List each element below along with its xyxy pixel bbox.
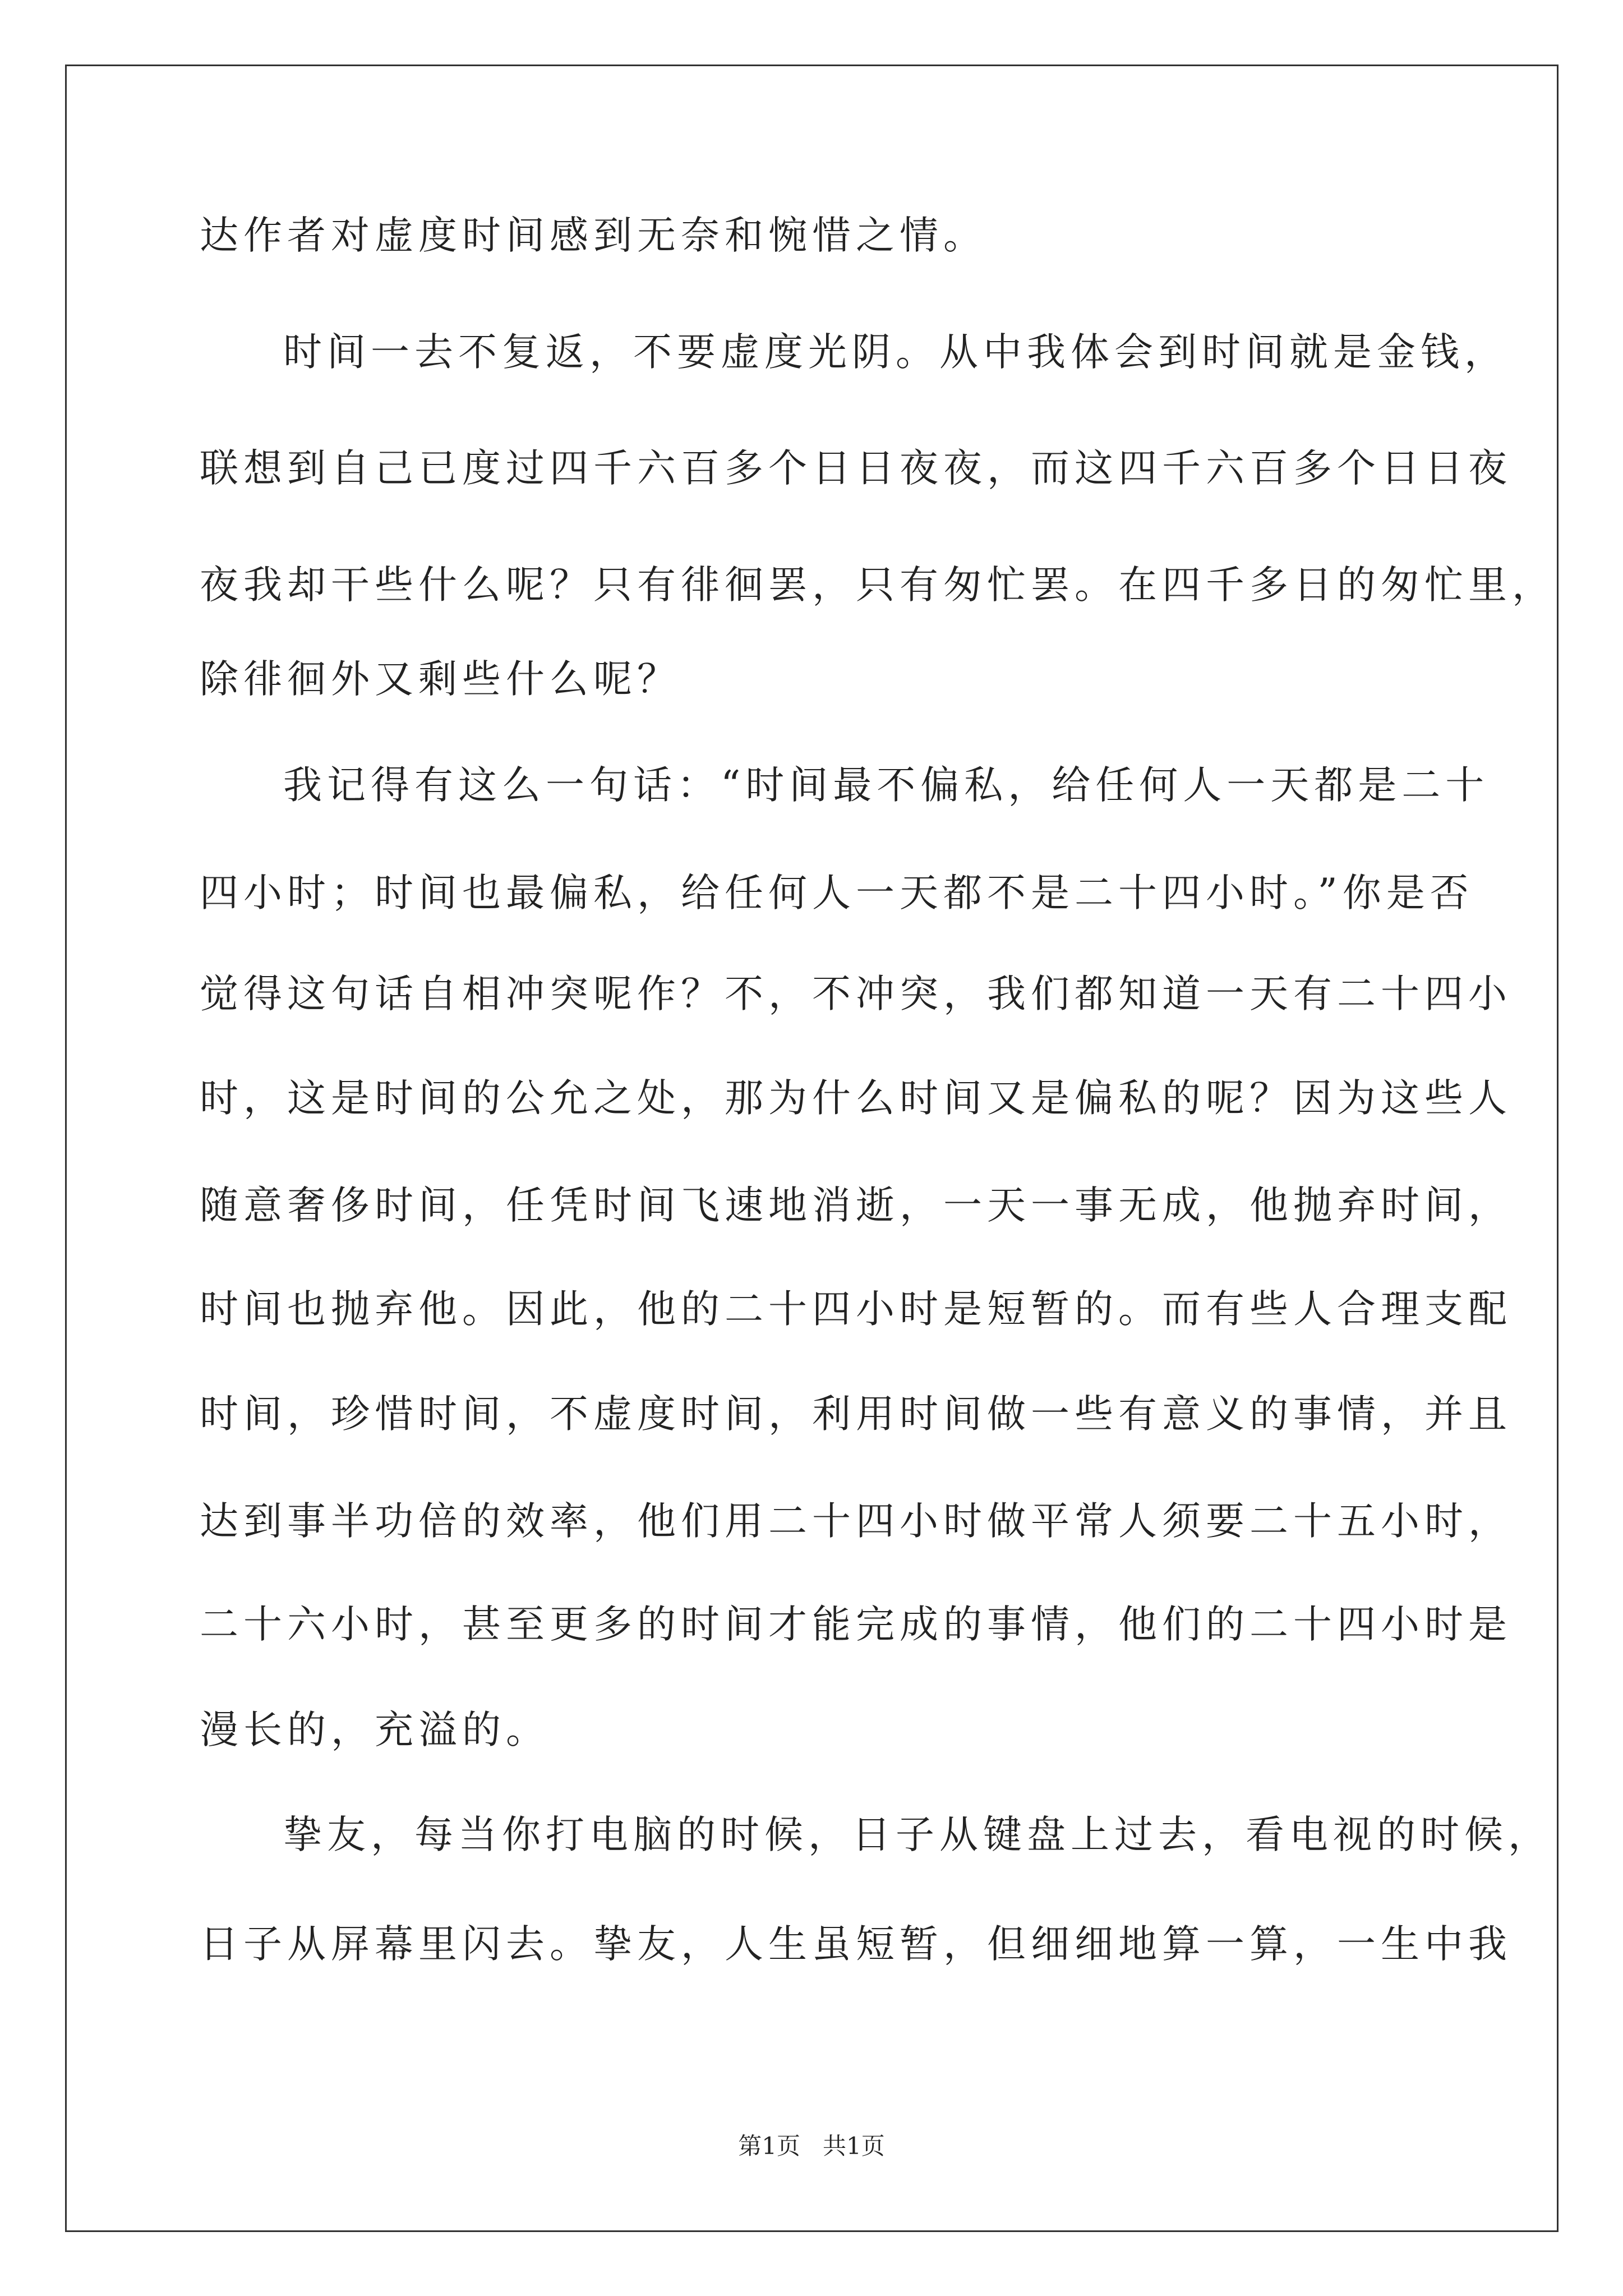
text-line: 觉得这句话自相冲突呢作？不，不冲突，我们都知道一天有二十四小	[200, 972, 1512, 1016]
text-line: 随意奢侈时间，任凭时间飞速地消逝，一天一事无成，他抛弃时间，	[200, 1183, 1512, 1228]
paragraph-first-line: 时间一去不复返，不要虚度光阴。从中我体会到时间就是金钱，	[283, 330, 1508, 375]
text-line: 四小时；时间也最偏私，给任何人一天都不是二十四小时。”你是否	[200, 871, 1474, 915]
text-line: 时间也抛弃他。因此，他的二十四小时是短暂的。而有些人合理支配	[200, 1287, 1512, 1332]
page-footer: 第1页 共1页	[738, 2132, 885, 2160]
text-line: 达作者对虚度时间感到无奈和惋惜之情。	[200, 213, 987, 258]
text-line: 达到事半功倍的效率，他们用二十四小时做平常人须要二十五小时，	[200, 1499, 1512, 1544]
text-line: 夜我却干些什么呢？只有徘徊罢，只有匆忙罢。在四千多日的匆忙里，	[200, 563, 1556, 608]
text-line: 除徘徊外又剩些什么呢？	[200, 657, 681, 702]
text-line: 漫长的，充溢的。	[200, 1708, 550, 1752]
text-line: 二十六小时，甚至更多的时间才能完成的事情，他们的二十四小时是	[200, 1602, 1512, 1647]
paragraph-first-line: 我记得有这么一句话：“时间最不偏私，给任何人一天都是二十	[283, 763, 1490, 808]
page-border	[65, 65, 1559, 2232]
paragraph-first-line: 挚友，每当你打电脑的时候，日子从键盘上过去，看电视的时候，	[283, 1812, 1552, 1857]
text-line: 日子从屏幕里闪去。挚友，人生虽短暂，但细细地算一算，一生中我	[200, 1922, 1512, 1967]
text-line: 时，这是时间的公允之处，那为什么时间又是偏私的呢？因为这些人	[200, 1076, 1512, 1121]
text-line: 时间，珍惜时间，不虚度时间，利用时间做一些有意义的事情，并且	[200, 1392, 1512, 1437]
text-line: 联想到自己已度过四千六百多个日日夜夜，而这四千六百多个日日夜	[200, 446, 1512, 491]
